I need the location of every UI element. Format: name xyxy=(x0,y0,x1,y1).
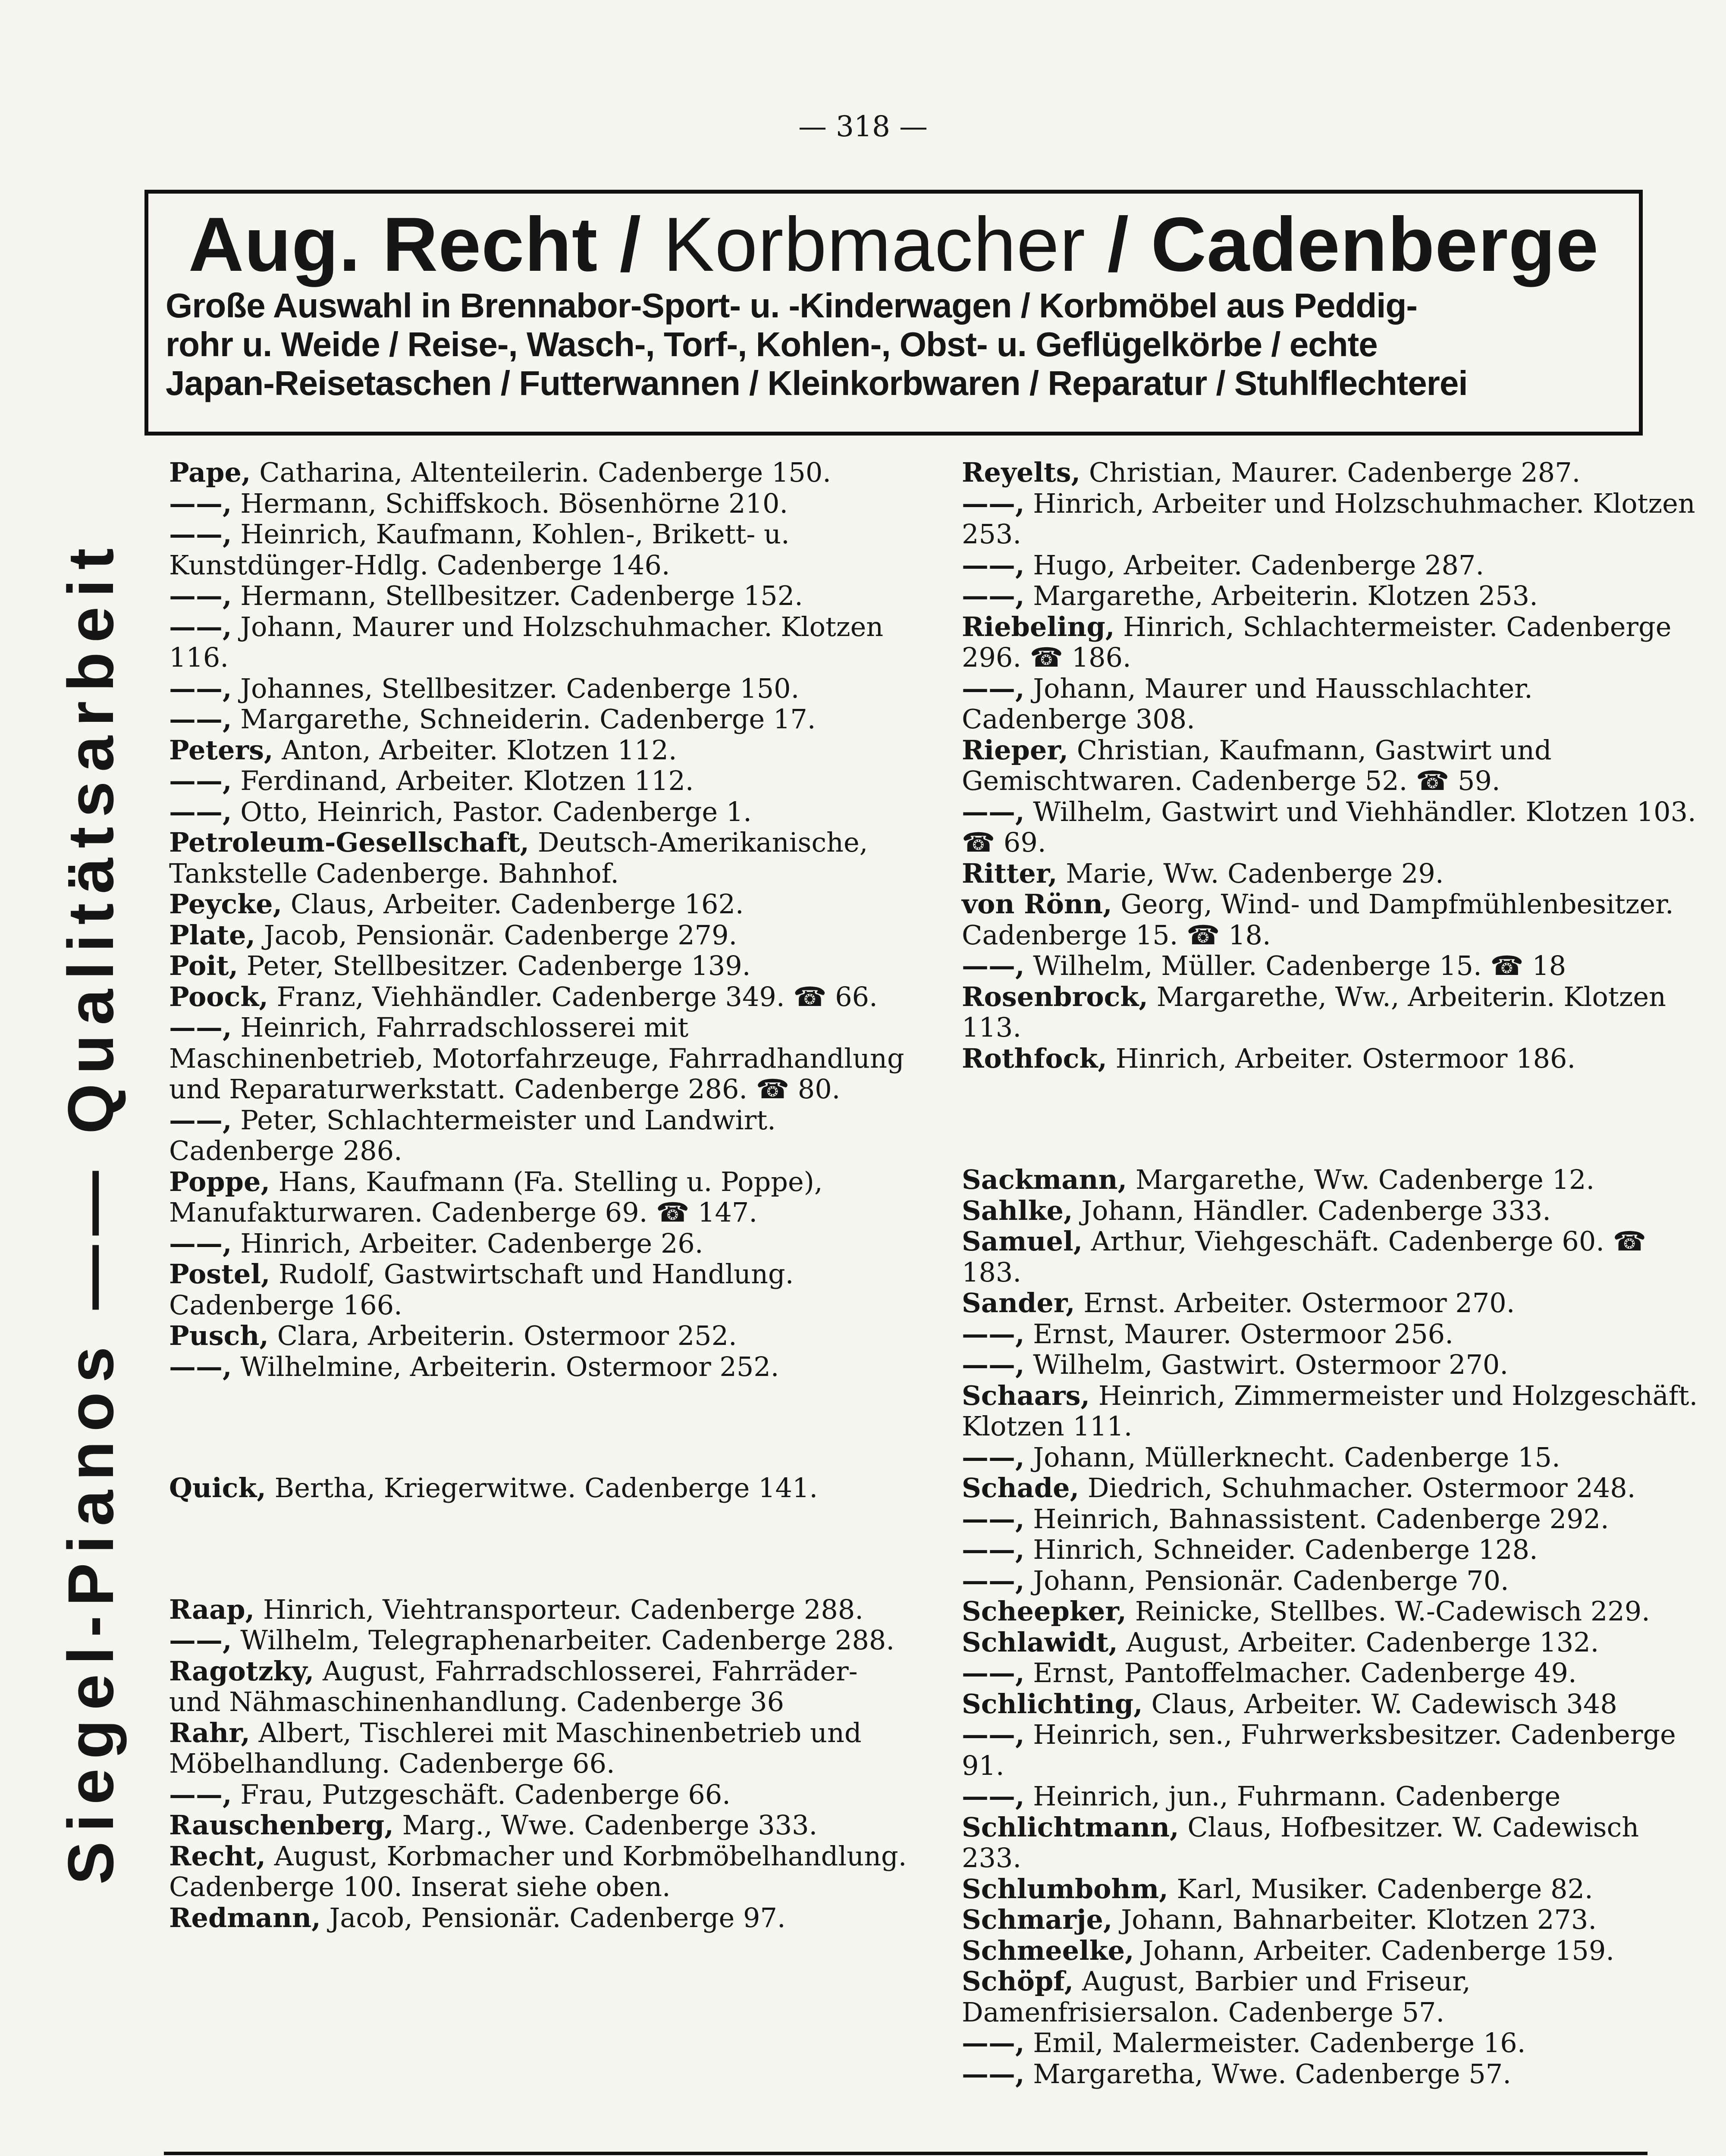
directory-entry xyxy=(962,1043,1704,1074)
ad-title-trade: Korbmacher xyxy=(663,201,1086,287)
entry-details: Wilhelm, Gastwirt. Ostermoor 270. xyxy=(1024,1349,1509,1380)
directory-entry xyxy=(962,1319,1704,1350)
directory-entry xyxy=(962,858,1704,889)
entry-details: Heinrich, sen., Fuhrwerksbesitzer. Cadenberge 91. xyxy=(962,1719,1676,1781)
entry-name: Schlumbohm, xyxy=(962,1873,1168,1905)
entry-name: ——, xyxy=(169,1778,232,1810)
entry-details: Franz, Viehhändler. Cadenberge 349. ☎ 66. xyxy=(268,981,878,1012)
directory-entry xyxy=(962,1904,1704,1935)
entry-name: Sahlke, xyxy=(962,1194,1073,1226)
directory-entry xyxy=(962,950,1704,981)
directory-entry xyxy=(962,1627,1704,1658)
directory-entry xyxy=(169,1105,911,1166)
entry-details: Clara, Arbeiterin. Ostermoor 252. xyxy=(269,1320,737,1351)
entry-details: Johann, Maurer und Hausschlachter. Cadenberge 308. xyxy=(962,672,1533,735)
entry-name: Riebeling, xyxy=(962,611,1115,642)
directory-column-left xyxy=(169,457,911,1933)
directory-entry xyxy=(962,1658,1704,1689)
entry-details: Wilhelmine, Arbeiterin. Ostermoor 252. xyxy=(232,1351,779,1382)
entry-name: Sander, xyxy=(962,1287,1075,1319)
directory-entry xyxy=(962,1966,1704,2028)
entry-details: Heinrich, Kaufmann, Kohlen-, Brikett- u. Kunstdünger-Hdlg. Cadenberge 146. xyxy=(169,518,790,581)
entry-details: Heinrich, jun., Fuhrmann. Cadenberge xyxy=(1024,1780,1561,1812)
entry-name: ——, xyxy=(962,2027,1025,2059)
divider xyxy=(164,2152,1648,2155)
section-gap xyxy=(962,1074,1704,1164)
directory-entry xyxy=(169,1351,911,1382)
directory-column-right xyxy=(962,457,1704,2089)
entry-name: Schaars, xyxy=(962,1379,1090,1411)
directory-entry xyxy=(962,1504,1704,1535)
entry-name: Petroleum-Gesellschaft, xyxy=(169,827,530,858)
entry-name: ——, xyxy=(169,703,232,735)
entry-details: Diedrich, Schuhmacher. Ostermoor 248. xyxy=(1079,1472,1636,1504)
ad-line-3: Japan-Reisetaschen / Futterwannen / Kleinkorbwaren / Reparatur / Stuhlflechterei xyxy=(166,364,1468,402)
directory-entry xyxy=(962,488,1704,550)
entry-details: Peter, Schlachtermeister und Landwirt. Cadenberge 286. xyxy=(169,1104,776,1166)
entry-details: August, Fahrradschlosserei, Fahrräder- und Nähmaschinenhandlung. Cadenberge 36 xyxy=(169,1655,858,1717)
entry-name: ——, xyxy=(169,1104,232,1136)
entry-details: Johannes, Stellbesitzer. Cadenberge 150. xyxy=(232,672,800,704)
directory-entry xyxy=(169,796,911,827)
entry-details: Wilhelm, Telegraphenarbeiter. Cadenberge 288. xyxy=(232,1624,895,1656)
directory-entry xyxy=(169,1717,911,1779)
directory-entry xyxy=(169,735,911,766)
entry-name: ——, xyxy=(169,765,232,796)
entry-details: Margarethe, Ww. Cadenberge 12. xyxy=(1127,1164,1595,1195)
directory-entry xyxy=(169,673,911,704)
entry-details: Ernst, Pantoffelmacher. Cadenberge 49. xyxy=(1024,1657,1577,1689)
directory-entry xyxy=(962,796,1704,858)
entry-details: Catharina, Altenteilerin. Cadenberge 150. xyxy=(251,457,831,488)
directory-entry xyxy=(169,1656,911,1717)
directory-entry xyxy=(169,765,911,796)
entry-details: Wilhelm, Gastwirt und Viehhändler. Klotzen 103. ☎ 69. xyxy=(962,796,1696,858)
directory-entry xyxy=(962,580,1704,611)
entry-name: Recht, xyxy=(169,1840,266,1872)
entry-name: Schmarje, xyxy=(962,1904,1113,1935)
directory-entry xyxy=(962,1226,1704,1288)
directory-entry xyxy=(169,1779,911,1810)
entry-details: Hugo, Arbeiter. Cadenberge 287. xyxy=(1024,549,1484,581)
entry-details: Ernst, Maurer. Ostermoor 256. xyxy=(1024,1318,1453,1350)
entry-name: ——, xyxy=(962,580,1025,611)
directory-entry xyxy=(169,457,911,488)
directory-entry xyxy=(169,1320,911,1351)
directory-entry xyxy=(962,889,1704,950)
directory-entry xyxy=(169,981,911,1012)
directory-entry xyxy=(169,920,911,951)
entry-name: Sackmann, xyxy=(962,1164,1127,1195)
directory-entry xyxy=(962,1781,1704,1812)
directory-entry xyxy=(962,1565,1704,1596)
entry-name: Schade, xyxy=(962,1472,1080,1504)
directory-entry xyxy=(962,1349,1704,1380)
entry-details: Hinrich, Viehtransporteur. Cadenberge 288. xyxy=(254,1593,864,1625)
entry-details: August, Barbier und Friseur, Damenfrisiersalon. Cadenberge 57. xyxy=(962,1965,1471,2028)
entry-details: Claus, Arbeiter. W. Cadewisch 348 xyxy=(1142,1688,1617,1720)
directory-entry xyxy=(962,550,1704,581)
entry-details: Hinrich, Schlachtermeister. Cadenberge 296. ☎ 186. xyxy=(962,611,1672,673)
directory-entry xyxy=(962,673,1704,735)
entry-details: Johann, Bahnarbeiter. Klotzen 273. xyxy=(1112,1904,1597,1935)
directory-entry xyxy=(169,611,911,673)
entry-details: Heinrich, Fahrradschlosserei mit Maschinenbetrieb, Motorfahrzeuge, Fahrradhandlung und Reparaturwerkstatt. Cadenberge 286. ☎ 80. xyxy=(169,1012,904,1105)
entry-name: Schmeelke, xyxy=(962,1934,1134,1966)
entry-name: Ragotzky, xyxy=(169,1655,314,1687)
entry-details: Claus, Arbeiter. Cadenberge 162. xyxy=(282,888,744,920)
directory-entry xyxy=(962,1534,1704,1565)
entry-name: Quick, xyxy=(169,1472,266,1504)
directory-entry xyxy=(169,1902,911,1934)
entry-name: ——, xyxy=(962,549,1025,581)
directory-entry xyxy=(169,1012,911,1105)
entry-name: Poock, xyxy=(169,981,268,1012)
entry-details: Emil, Malermeister. Cadenberge 16. xyxy=(1024,2027,1526,2059)
ad-line-1: Große Auswahl in Brennabor-Sport- u. -Kinderwagen / Korbmöbel aus Peddig- xyxy=(166,286,1417,325)
directory-entry xyxy=(962,1442,1704,1473)
entry-name: Samuel, xyxy=(962,1225,1083,1257)
entry-name: Poppe, xyxy=(169,1166,270,1197)
directory-entry xyxy=(962,1719,1704,1781)
entry-details: August, Korbmacher und Korbmöbelhandlung. Cadenberge 100. Inserat siehe oben. xyxy=(169,1840,907,1902)
entry-name: Schlichting, xyxy=(962,1688,1143,1720)
entry-name: ——, xyxy=(169,1624,232,1656)
entry-name: ——, xyxy=(962,2058,1025,2090)
entry-details: Otto, Heinrich, Pastor. Cadenberge 1. xyxy=(232,796,752,827)
entry-name: Pusch, xyxy=(169,1320,269,1351)
page-number: — 318 — xyxy=(798,110,928,143)
entry-details: Wilhelm, Müller. Cadenberge 15. ☎ 18 xyxy=(1024,950,1566,981)
entry-name: ——, xyxy=(962,950,1025,981)
entry-details: Deutsch-Amerikanische, Tankstelle Cadenberge. Bahnhof. xyxy=(169,827,868,889)
directory-entry xyxy=(169,827,911,889)
entry-details: Hinrich, Arbeiter und Holzschuhmacher. Klotzen 253. xyxy=(962,487,1695,550)
directory-entry xyxy=(169,950,911,981)
entry-name: ——, xyxy=(962,1441,1025,1473)
entry-name: ——, xyxy=(169,796,232,827)
entry-details: Heinrich, Bahnassistent. Cadenberge 292. xyxy=(1024,1503,1609,1535)
directory-entry xyxy=(962,2059,1704,2090)
directory-entry xyxy=(169,580,911,611)
directory-entry xyxy=(962,735,1704,796)
directory-entry xyxy=(962,1195,1704,1226)
entry-name: Plate, xyxy=(169,919,256,951)
entry-name: Schöpf, xyxy=(962,1965,1074,1997)
entry-details: Ferdinand, Arbeiter. Klotzen 112. xyxy=(232,765,694,796)
directory-entry xyxy=(169,1810,911,1841)
entry-name: Rothfock, xyxy=(962,1042,1107,1074)
section-gap xyxy=(169,1504,911,1594)
entry-name: Rahr, xyxy=(169,1717,250,1749)
directory-entry xyxy=(169,1841,911,1902)
advertisement-recht xyxy=(144,190,1643,436)
entry-details: Frau, Putzgeschäft. Cadenberge 66. xyxy=(232,1778,731,1810)
entry-details: Margarethe, Arbeiterin. Klotzen 253. xyxy=(1024,580,1538,611)
directory-entry xyxy=(169,1228,911,1259)
entry-name: ——, xyxy=(169,1351,232,1382)
entry-name: Ritter, xyxy=(962,857,1058,889)
section-gap xyxy=(169,1382,911,1473)
entry-name: von Rönn, xyxy=(962,888,1112,920)
entry-details: Johann, Pensionär. Cadenberge 70. xyxy=(1024,1564,1509,1596)
entry-name: Poit, xyxy=(169,950,239,981)
entry-details: Marg., Wwe. Cadenberge 333. xyxy=(393,1809,818,1841)
directory-entry xyxy=(169,704,911,735)
entry-details: Bertha, Kriegerwitwe. Cadenberge 141. xyxy=(266,1472,818,1504)
entry-details: Margaretha, Wwe. Cadenberge 57. xyxy=(1024,2058,1511,2090)
entry-name: Postel, xyxy=(169,1258,270,1290)
entry-name: Rieper, xyxy=(962,734,1069,766)
directory-entry xyxy=(169,1594,911,1625)
ad-title xyxy=(166,202,1622,286)
entry-name: ——, xyxy=(962,1534,1025,1565)
entry-name: ——, xyxy=(169,1227,232,1259)
entry-details: Hans, Kaufmann (Fa. Stelling u. Poppe), Manufakturwaren. Cadenberge 69. ☎ 147. xyxy=(169,1166,823,1228)
entry-name: ——, xyxy=(962,1318,1025,1350)
entry-details: Georg, Wind- und Dampfmühlenbesitzer. Cadenberge 15. ☎ 18. xyxy=(962,888,1674,951)
directory-entry xyxy=(962,611,1704,673)
directory-entry xyxy=(962,457,1704,488)
ad-title-place: / Cadenberge xyxy=(1086,201,1599,287)
directory-entry xyxy=(962,1812,1704,1874)
ad-title-name: Aug. Recht / xyxy=(188,201,663,287)
entry-name: ——, xyxy=(962,1503,1025,1535)
directory-entry xyxy=(962,1689,1704,1720)
entry-details: Johann, Händler. Cadenberge 333. xyxy=(1073,1194,1551,1226)
directory-entry xyxy=(169,1625,911,1656)
entry-name: ——, xyxy=(962,1657,1025,1689)
entry-name: Raap, xyxy=(169,1593,255,1625)
entry-name: ——, xyxy=(962,1780,1025,1812)
entry-details: Albert, Tischlerei mit Maschinenbetrieb und Möbelhandlung. Cadenberge 66. xyxy=(169,1717,862,1779)
entry-name: Pape, xyxy=(169,457,251,488)
entry-details: Anton, Arbeiter. Klotzen 112. xyxy=(273,734,677,766)
directory-entry xyxy=(962,1288,1704,1319)
entry-name: Rauschenberg, xyxy=(169,1809,394,1841)
entry-details: Christian, Kaufmann, Gastwirt und Gemischtwaren. Cadenberge 52. ☎ 59. xyxy=(962,734,1552,796)
entry-details: Rudolf, Gastwirtschaft und Handlung. Cadenberge 166. xyxy=(169,1258,794,1321)
entry-details: Hinrich, Schneider. Cadenberge 128. xyxy=(1024,1534,1538,1565)
entry-details: Arthur, Viehgeschäft. Cadenberge 60. ☎ 183. xyxy=(962,1225,1646,1288)
entry-name: Schlichtmann, xyxy=(962,1811,1179,1843)
entry-details: Marie, Ww. Cadenberge 29. xyxy=(1057,857,1444,889)
entry-name: ——, xyxy=(962,487,1025,519)
entry-details: Johann, Maurer und Holzschuhmacher. Klotzen 116. xyxy=(169,611,884,673)
entry-details: Karl, Musiker. Cadenberge 82. xyxy=(1168,1873,1593,1905)
directory-entry xyxy=(169,519,911,580)
entry-name: ——, xyxy=(169,487,232,519)
entry-name: ——, xyxy=(169,611,232,642)
ad-line-2: rohr u. Weide / Reise-, Wasch-, Torf-, Kohlen-, Obst- u. Geflügelkörbe / echte xyxy=(166,325,1378,364)
directory-entry xyxy=(169,488,911,519)
entry-details: Peter, Stellbesitzer. Cadenberge 139. xyxy=(238,950,751,981)
entry-details: Ernst. Arbeiter. Ostermoor 270. xyxy=(1075,1287,1515,1319)
entry-name: ——, xyxy=(169,672,232,704)
entry-name: ——, xyxy=(169,1012,232,1043)
entry-details: Claus, Hofbesitzer. W. Cadewisch 233. xyxy=(962,1811,1639,1874)
entry-details: Johann, Müllerknecht. Cadenberge 15. xyxy=(1024,1441,1560,1473)
directory-entry xyxy=(962,2028,1704,2059)
entry-details: Jacob, Pensionär. Cadenberge 97. xyxy=(320,1902,786,1934)
directory-entry xyxy=(962,1874,1704,1905)
entry-details: Johann, Arbeiter. Cadenberge 159. xyxy=(1134,1934,1615,1966)
entry-name: Rosenbrock, xyxy=(962,981,1148,1012)
entry-name: ——, xyxy=(169,580,232,611)
entry-details: Hinrich, Arbeiter. Ostermoor 186. xyxy=(1107,1042,1576,1074)
entry-name: ——, xyxy=(962,1719,1025,1750)
entry-details: Hermann, Stellbesitzer. Cadenberge 152. xyxy=(232,580,803,611)
entry-name: ——, xyxy=(962,796,1025,827)
directory-entry xyxy=(169,1166,911,1228)
entry-name: Reyelts, xyxy=(962,457,1081,488)
entry-details: Hermann, Schiffskoch. Bösenhörne 210. xyxy=(232,487,788,519)
directory-entry xyxy=(169,1473,911,1504)
entry-details: Reinicke, Stellbes. W.-Cadewisch 229. xyxy=(1127,1595,1650,1627)
entry-name: ——, xyxy=(169,518,232,550)
entry-name: Peters, xyxy=(169,734,273,766)
directory-entry xyxy=(962,981,1704,1043)
entry-details: Jacob, Pensionär. Cadenberge 279. xyxy=(255,919,737,951)
entry-name: ——, xyxy=(962,1564,1025,1596)
entry-name: Schlawidt, xyxy=(962,1626,1118,1658)
directory-entry xyxy=(962,1935,1704,1966)
entry-name: ——, xyxy=(962,672,1025,704)
directory-entry xyxy=(962,1473,1704,1504)
entry-name: Peycke, xyxy=(169,888,282,920)
directory-entry xyxy=(962,1380,1704,1442)
entry-details: Heinrich, Zimmermeister und Holzgeschäft. Klotzen 111. xyxy=(962,1379,1698,1442)
side-banner-siegel-pianos: Siegel-Pianos —— Qualitätsarbeit xyxy=(54,539,127,1885)
directory-entry xyxy=(169,889,911,920)
entry-name: ——, xyxy=(962,1349,1025,1380)
directory-entry xyxy=(962,1596,1704,1627)
entry-name: Redmann, xyxy=(169,1902,321,1934)
entry-details: Christian, Maurer. Cadenberge 287. xyxy=(1080,457,1581,488)
directory-entry xyxy=(169,1259,911,1320)
entry-details: Hinrich, Arbeiter. Cadenberge 26. xyxy=(232,1227,703,1259)
entry-details: Margarethe, Schneiderin. Cadenberge 17. xyxy=(232,703,816,735)
directory-entry xyxy=(962,1164,1704,1195)
entry-details: Margarethe, Ww., Arbeiterin. Klotzen 113. xyxy=(962,981,1666,1043)
entry-details: August, Arbeiter. Cadenberge 132. xyxy=(1117,1626,1599,1658)
entry-name: Scheepker, xyxy=(962,1595,1127,1627)
